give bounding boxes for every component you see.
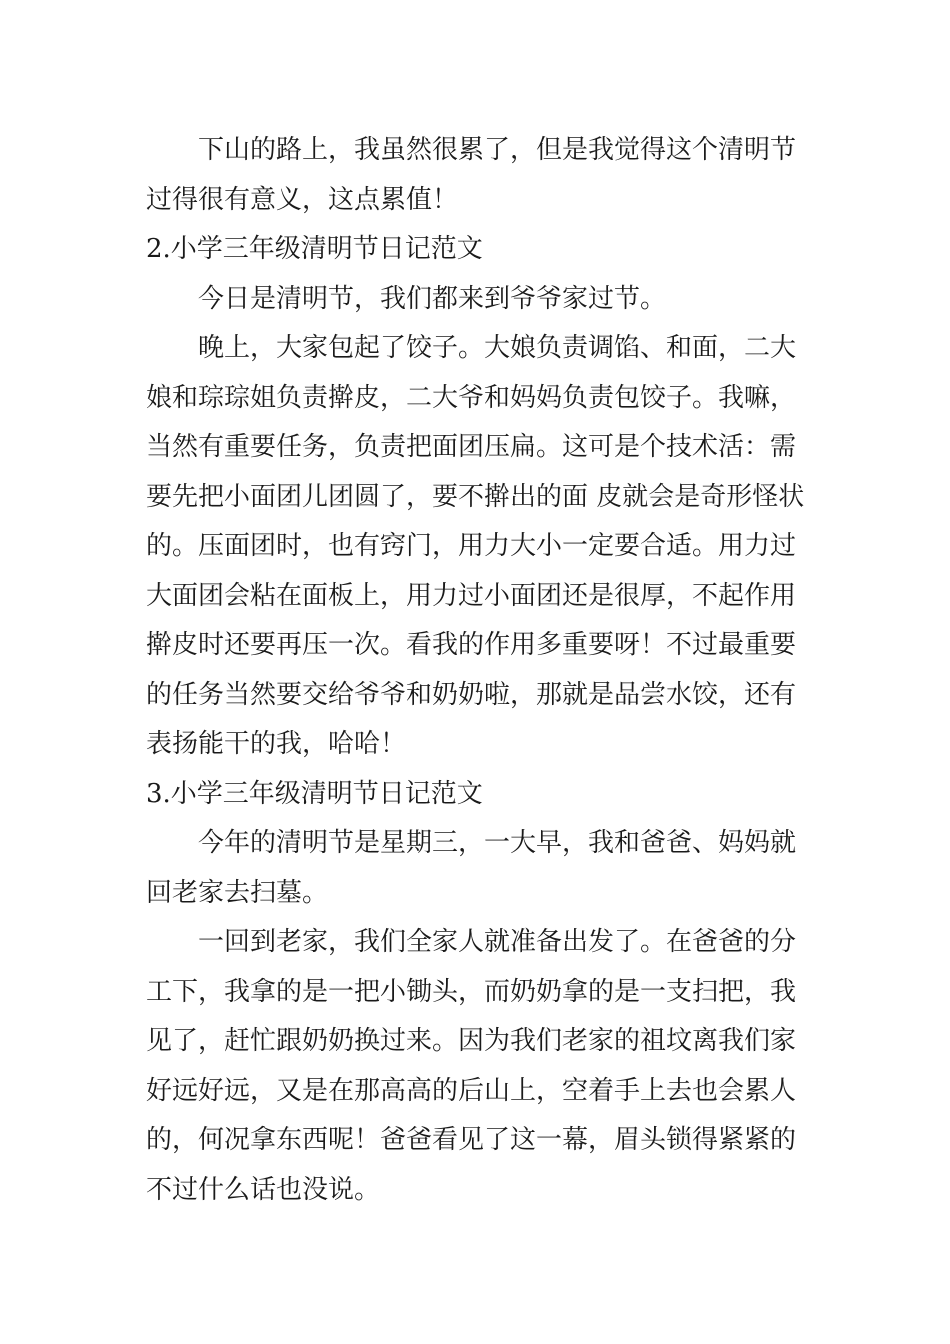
paragraph <box>146 918 808 1265</box>
text-line: 的，何况拿东西呢！爸爸看见了这一幕，眉头锁得紧紧的 <box>146 1125 797 1155</box>
text-line: 回老家去扫墓。 <box>146 877 329 908</box>
heading-text: 2.小学三年级清明节日记范文 <box>146 234 483 264</box>
text-line: 的任务当然要交给爷爷和奶奶啦，那就是品尝水饺，还有 <box>146 679 797 710</box>
paragraph <box>146 275 808 325</box>
heading-text: 3.小学三年级清明节日记范文 <box>146 778 483 809</box>
section-heading <box>146 770 808 820</box>
text-line: 工下，我拿的是一把小锄头，而奶奶拿的是一支扫把，我 <box>146 976 797 1007</box>
paragraph <box>146 819 808 918</box>
text-line: 不过什么话也没说。 <box>146 1174 381 1205</box>
text-line: 一回到老家，我们全家人就准备出发了。在爸爸的分 <box>198 927 797 957</box>
text-line: 好远好远，又是在那高高的后山上，空着手上去也会累人 <box>146 1075 797 1106</box>
text-line: 过得很有意义，这点累值！ <box>146 184 459 215</box>
paragraph <box>146 324 808 770</box>
text-line: 下山的路上，我虽然很累了，但是我觉得这个清明节 <box>198 135 797 165</box>
text-line: 娘和琮琮姐负责擀皮，二大爷和妈妈负责包饺子。我嘛， <box>146 382 797 413</box>
text-line: 见了，赶忙跟奶奶换过来。因为我们老家的祖坟离我们家 <box>146 1026 797 1056</box>
paragraph <box>146 126 808 225</box>
section-heading <box>146 225 808 275</box>
text-line: 晚上，大家包起了饺子。大娘负责调馅、和面，二大 <box>198 333 797 363</box>
text-line: 表扬能干的我，哈哈！ <box>146 729 407 759</box>
text-line: 的。压面团时，也有窍门，用力大小一定要合适。用力过 <box>146 531 797 561</box>
text-line: 要先把小面团儿团圆了，要不擀出的面 皮就会是奇形怪状 <box>146 481 805 512</box>
text-line: 大面团会粘在面板上，用力过小面团还是很厚，不起作用 <box>146 580 797 611</box>
text-line: 当然有重要任务，负责把面团压扁。这可是个技术活：需 <box>146 432 797 462</box>
text-line: 擀皮时还要再压一次。看我的作用多重要呀！不过最重要 <box>146 630 797 660</box>
text-line: 今年的清明节是星期三，一大早，我和爸爸、妈妈就 <box>198 828 797 858</box>
document-body <box>146 126 808 1265</box>
text-line: 今日是清明节，我们都来到爷爷家过节。 <box>198 283 667 314</box>
